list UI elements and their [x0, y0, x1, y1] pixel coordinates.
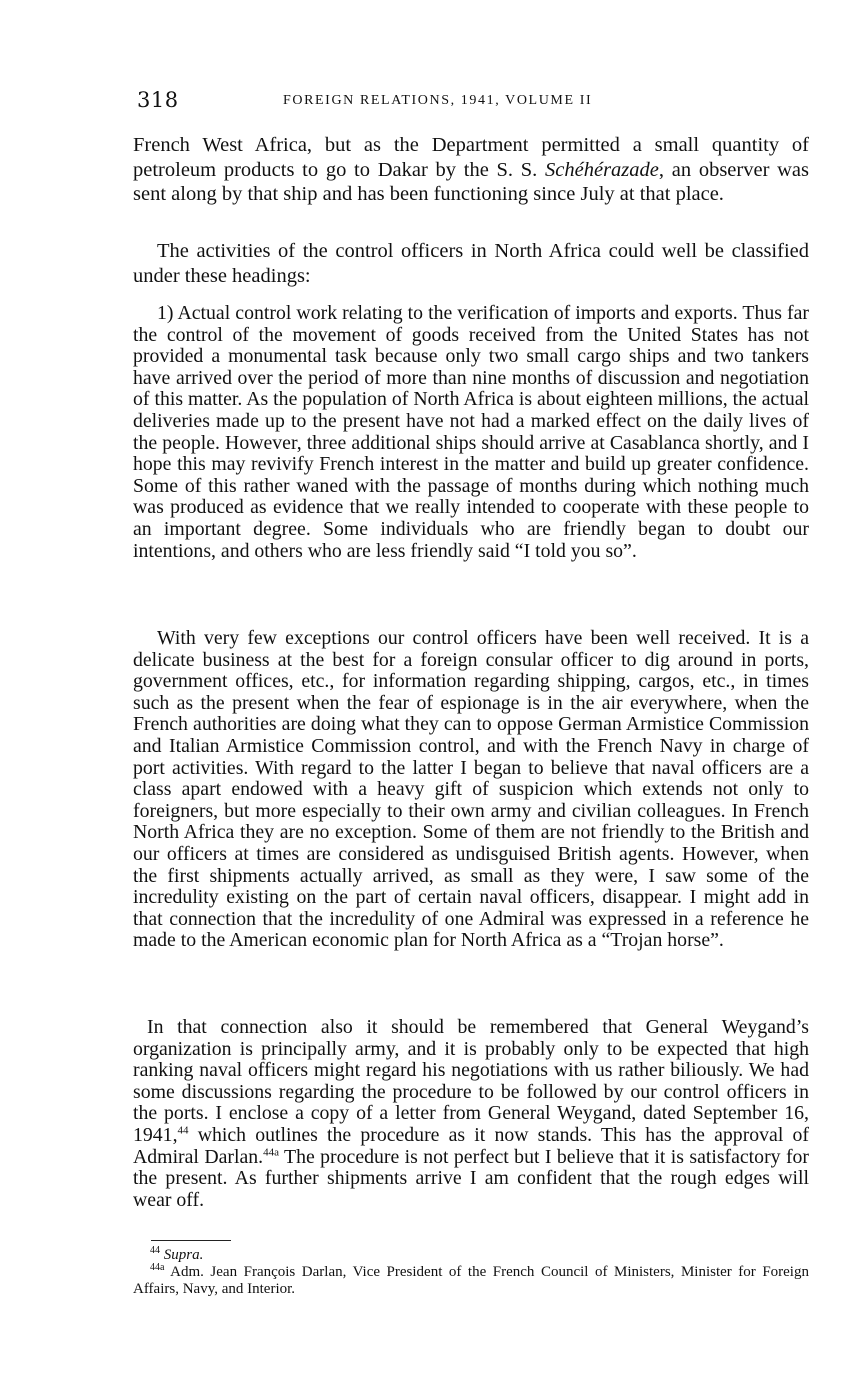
footnotes: [133, 1247, 809, 1298]
running-head: FOREIGN RELATIONS, 1941, VOLUME II: [283, 93, 593, 108]
footnote-mark: 44a: [150, 1262, 165, 1273]
footnote-text: Supra.: [163, 1247, 204, 1263]
footnote-44: [133, 1247, 809, 1264]
paragraph-3: 1) Actual control work relating to the verification of imports and exports. Thus far the control of the movement of goods received from the United States has not provided a monumental task because only two small cargo ships and two tankers have arrived over the period of more than nine months of discussion and negotiation of this matter. As the population of North Africa is about eighteen millions, the actual deliveries made up to the present have not had a marked effect on the daily lives of the people. However, three additional ships should arrive at Casablanca shortly, and I hope this may revivify French interest in the matter and build up greater confidence. Some of this rather waned with the passage of months during which nothing much was produced as evidence that we really intended to cooperate with these people to an important degree. Some individuals who are friendly began to doubt our intentions, and others who are less friendly said “I told you so”.: [133, 302, 809, 562]
paragraph-1-text-a: French West Africa, but as the Department permitted a small quantity of petroleum products to go to Dakar by the S. S.: [133, 134, 809, 181]
footnote-44a: [133, 1264, 809, 1298]
paragraph-1-text-b: , an observer was sent along by that ship and has been functioning since July at that place.: [133, 158, 809, 205]
paragraph-5: [133, 1017, 809, 1211]
paragraph-1: [133, 133, 809, 207]
paragraph-2: The activities of the control officers in North Africa could well be classified under these headings:: [133, 240, 809, 287]
footnote-mark: 44: [150, 1245, 160, 1256]
footnote-divider: [151, 1240, 231, 1241]
page-number: 318: [137, 88, 179, 112]
paragraph-5-text-a: In that connection also it should be remembered that General Weygand’s organization is principally army, and it is probably only to be expected that high ranking naval officers might regard his negotiations with us rather biliously. We had some discussions regarding the procedure to be followed by our control officers in the ports. I enclose a copy of a letter from General Weygand, dated September 16, 1941,: [133, 1016, 809, 1146]
paragraph-5-text-c: The procedure is not perfect but I believe that it is satisfactory for the present. As further shipments arrive I am confident that the rough edges will wear off.: [133, 1145, 810, 1211]
page-header: [137, 88, 809, 116]
footnote-ref-44[interactable]: 44: [177, 1124, 189, 1137]
paragraph-5-text-b: which outlines the procedure as it now stands. This has the approval of Admiral Darlan.: [133, 1123, 809, 1168]
footnote-text: Adm. Jean François Darlan, Vice President of the French Council of Ministers, Minister for Foreign Affairs, Navy, and Interior.: [133, 1264, 809, 1297]
paragraph-4: With very few exceptions our control officers have been well received. It is a delicate business at the best for a foreign consular officer to dig around in ports, government offices, etc., for information regarding shipping, cargos, etc., in times such as the present when the fear of espionage is in the air everywhere, when the French authorities are doing what they can to oppose German Armistice Commission and Italian Armistice Commission control, and with the French Navy in charge of port activities. With regard to the latter I began to believe that naval officers are a class apart endowed with a heavy gift of suspicion which extends not only to foreigners, but more especially to their own army and civilian colleagues. In French North Africa they are no exception. Some of them are not friendly to the British and our officers at times are considered as undisguised British agents. However, when the first shipments actually arrived, as small as they were, I saw some of the incredulity existing on the part of certain naval officers, disappear. I might add in that connection that the incredulity of one Admiral was expressed in a reference he made to the American economic plan for North Africa as a “Trojan horse”.: [133, 627, 809, 952]
footnote-ref-44a[interactable]: 44a: [263, 1145, 279, 1158]
ship-name: Schéhérazade: [545, 158, 659, 181]
